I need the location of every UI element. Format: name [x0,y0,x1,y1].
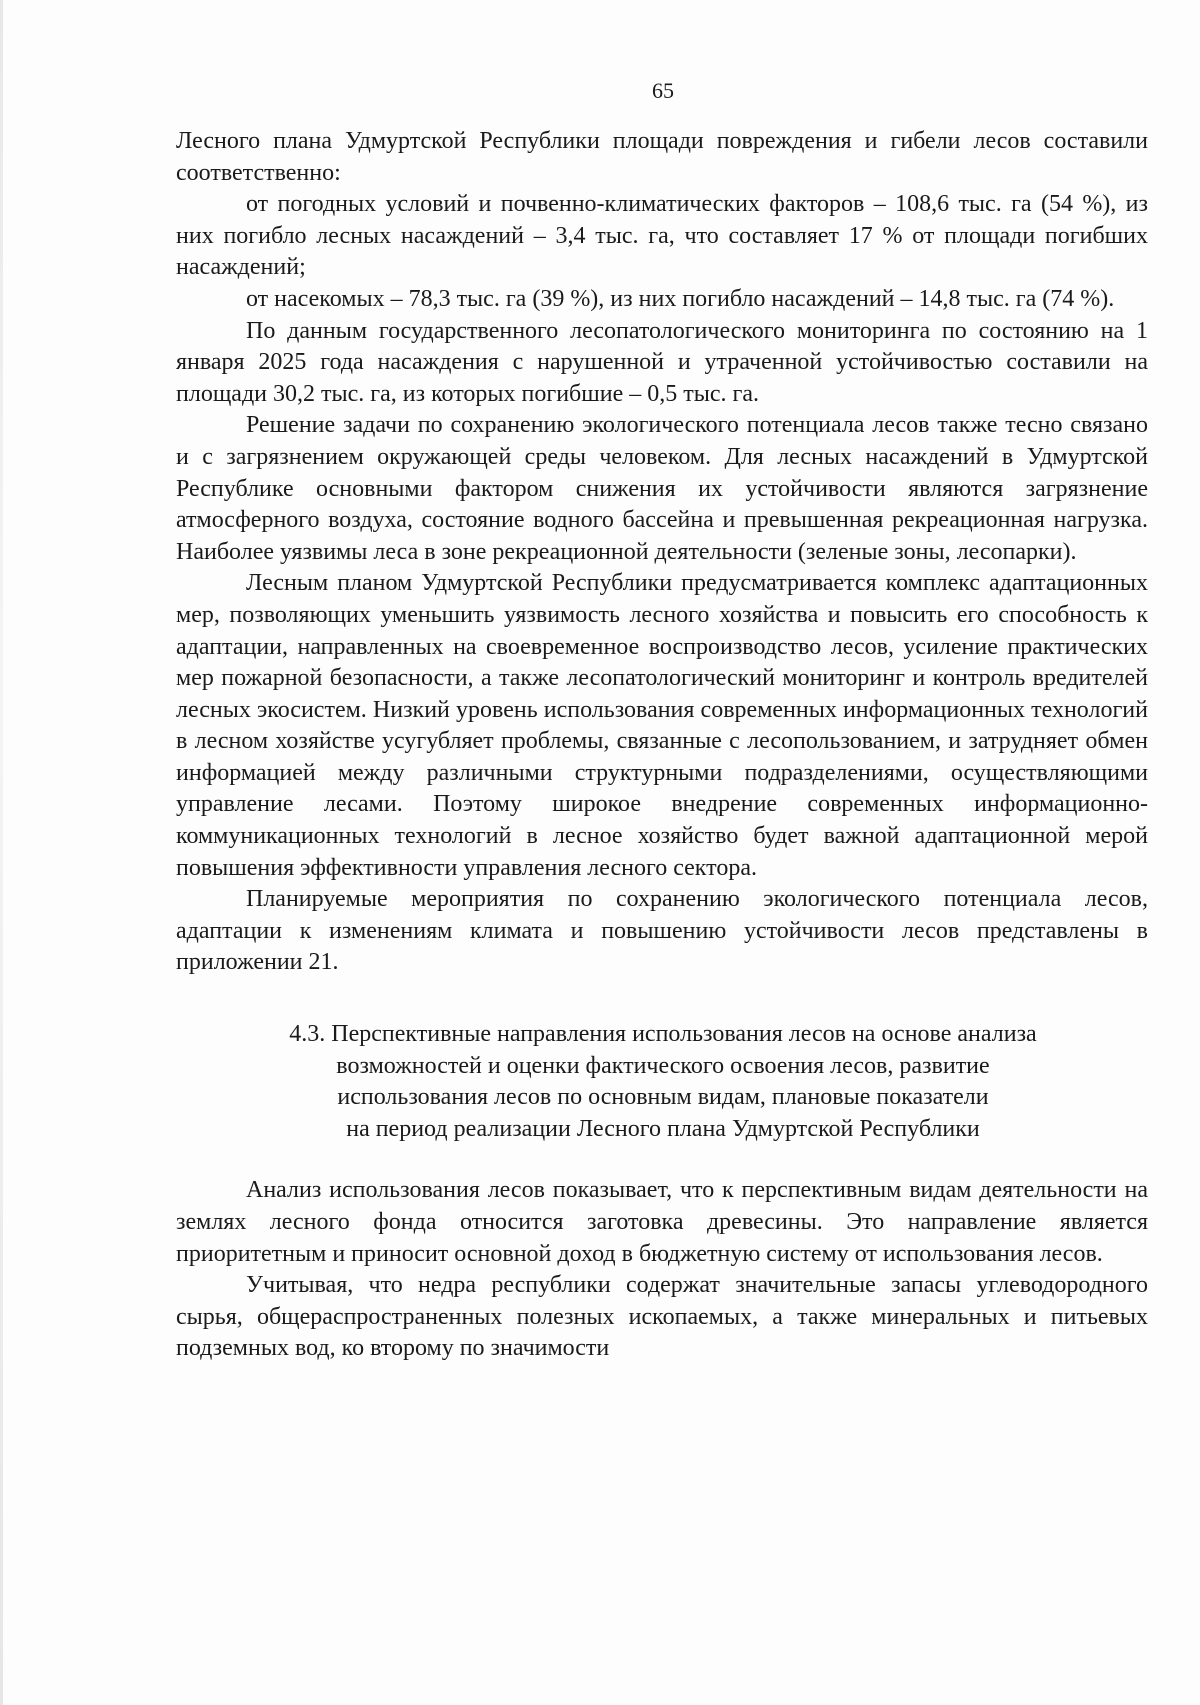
section-heading [176,1019,1148,1145]
section-heading-line: использования лесов по основным видам, плановые показатели [337,1084,989,1111]
paragraph-continuation: Лесного плана Удмуртской Республики площади повреждения и гибели лесов составили соответственно: [176,128,1148,186]
paragraph-adaptation: Лесным планом Удмуртской Республики предусматривается комплекс адаптационных мер, позволяющих уменьшить уязвимость лесного хозяйства и повысить его способность к адаптации, направленных на своевременное воспроизводство лесов, усиление практических мер пожарной безопасности, а также лесопатологический мониторинг и контроль вредителей лесных экосистем. Низкий уровень использования современных информационных технологий в лесном хозяйстве усугубляет проблемы, связанные с лесопользованием, и затрудняет обмен информацией между различными структурными подразделениями, осуществляющими управление лесами. Поэтому широкое внедрение современных информационно-коммуникационных технологий в лесное хозяйство будет важной адаптационной мерой повышения эффективности управления лесного сектора. [176,570,1148,881]
paragraph-pollution: Решение задачи по сохранению экологического потенциала лесов также тесно связано и с загрязнением окружающей среды человеком. Для лесных насаждений в Удмуртской Республике основными фактором снижения их устойчивости являются загрязнение атмосферного воздуха, состояние водного бассейна и превышенная рекреационная нагрузка. Наиболее уязвимы леса в зоне рекреационной деятельности (зеленые зоны, лесопарки). [176,412,1148,565]
paragraph-planned-measures: Планируемые мероприятия по сохранению экологического потенциала лесов, адаптации к изменениям климата и повышению устойчивости лесов представлены в приложении 21. [176,886,1148,976]
paragraph-resources: Учитывая, что недра республики содержат значительные запасы углеводородного сырья, общераспространенных полезных ископаемых, а также минеральных и питьевых подземных вод, ко второму по значимости [176,1272,1148,1362]
paragraph-insects: от насекомых – 78,3 тыс. га (39 %), из них погибло насаждений – 14,8 тыс. га (74 %). [246,285,1115,312]
section-heading-line: возможностей и оценки фактического освоения лесов, развитие [336,1052,990,1079]
paragraph-monitoring: По данным государственного лесопатологического мониторинга по состоянию на 1 января 2025 года насаждения с нарушенной и утраченной устойчивостью составили на площади 30,2 тыс. га, из которых погибшие – 0,5 тыс. га. [176,317,1148,407]
page-number: 65 [652,78,674,103]
paragraph-weather-factors: от погодных условий и почвенно-климатических факторов – 108,6 тыс. га (54 %), из них погибло лесных насаждений – 3,4 тыс. га, что составляет 17 % от площади погибших насаждений; [176,191,1148,281]
document-body [176,126,1148,1365]
scan-edge [0,0,3,1705]
section-heading-line: 4.3. Перспективные направления использования лесов на основе анализа [289,1021,1037,1048]
section-heading-line: на период реализации Лесного плана Удмуртской Республики [346,1115,980,1142]
paragraph-analysis: Анализ использования лесов показывает, что к перспективным видам деятельности на землях лесного фонда относится заготовка древесины. Это направление является приоритетным и приносит основной доход в бюджетную систему от использования лесов. [176,1177,1148,1267]
